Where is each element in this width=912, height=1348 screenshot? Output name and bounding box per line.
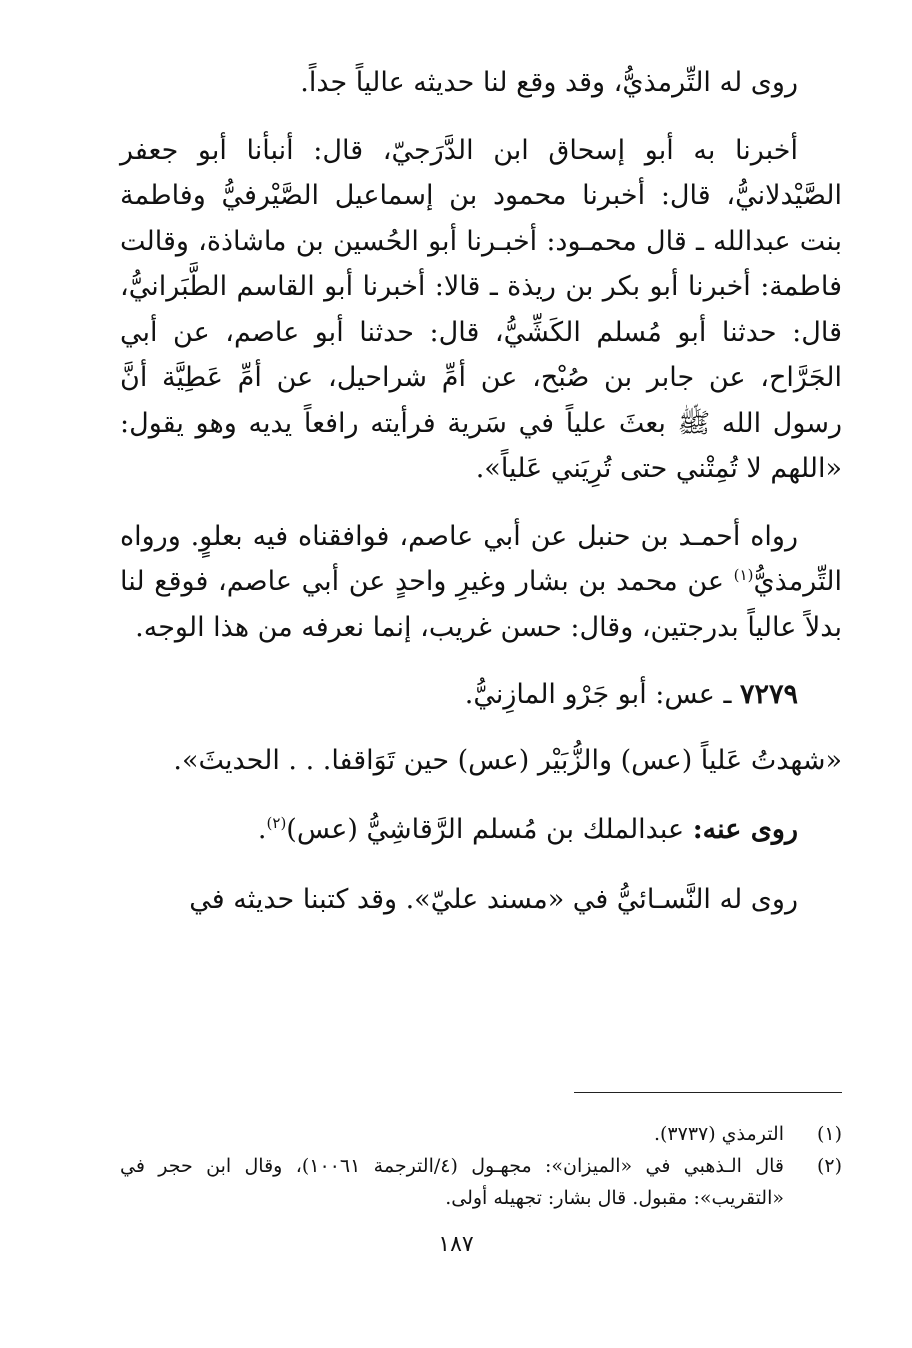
footnote-1	[120, 1118, 842, 1150]
rawa-text: عبدالملك بن مُسلم الرَّقاشِيُّ (عس)	[286, 814, 693, 845]
entry-text: ـ عس: أبو جَرْو المازِنيُّ.	[464, 679, 740, 710]
rawa-paragraph	[120, 807, 842, 853]
footnotes	[120, 1118, 842, 1214]
main-text	[120, 60, 842, 922]
entry-heading	[120, 672, 842, 718]
footnote-2-text: قال الـذهبي في «الميزان»: مجهـول (٤/الترجمة ١٠٠٦١)، وقال ابن حجر في «التقريب»: مقبول. قال بشار: تجهيله أولى.	[120, 1155, 784, 1209]
intro-paragraph: روى له التِّرمذيُّ، وقد وقع لنا حديثه عالياً جداً.	[300, 67, 798, 98]
footnote-marker-2[interactable]: (٢)	[266, 814, 287, 832]
footnote-2	[120, 1150, 842, 1214]
riwaya-text-a: رواه أحمـد بن حنبل عن أبي عاصم، فوافقناه فيه بعلوٍ. ورواه التِّرمذيُّ	[120, 520, 842, 597]
riwaya-paragraph	[120, 514, 842, 651]
page-number: ١٨٧	[438, 1232, 474, 1257]
riwaya-text-b: عن محمد بن بشار وغيرِ واحدٍ عن أبي عاصم، فوقع لنا بدلاً عالياً بدرجتين، وقال: حسن غريب، إنما نعرفه من هذا الوجه.	[120, 566, 842, 643]
isnad-paragraph: أخبرنا به أبو إسحاق ابن الدَّرَجيّ، قال: أنبأنا أبو جعفر الصَّيْدلانيُّ، قال: أخبرنا محمود بن إسماعيل الصَّيْرفيُّ وفاطمة بنت عبدالله ـ قال محمـود: أخبـرنا أبو الحُسين بن ماشاذة، وقالت فاطمة: أخبرنا أبو بكر بن ريذة ـ قالا: أخبرنا أبو القاسم الطَّبَرانيُّ، قال: حدثنا أبو مُسلم الكَشِّيُّ، قال: حدثنا أبو عاصم، عن أبي الجَرَّاح، عن جابر بن صُبْح، عن أمِّ شراحيل، عن أمِّ عَطِيَّة أنَّ رسول الله ﷺ بعثَ علياً في سَرية فرأيته رافعاً يديه وهو يقول: «اللهم لا تُمِتْني حتى تُرِيَني عَلياً».	[120, 134, 842, 484]
rawa-label: روى عنه:	[692, 814, 798, 845]
quote-paragraph: «شهدتُ عَلياً (عس) والزُّبَيْر (عس) حين تَوَاقفا. . . الحديثَ».	[173, 744, 842, 776]
footnote-1-number: (١)	[816, 1123, 842, 1145]
rawa-end: .	[257, 814, 267, 845]
footnote-2-number: (٢)	[816, 1155, 842, 1177]
footnote-1-text: الترمذي (٣٧٣٧).	[653, 1123, 784, 1145]
footnote-divider	[574, 1092, 842, 1093]
last-paragraph: روى له النَّسـائيُّ في «مسند عليّ». وقد كتبنا حديثه في	[189, 883, 798, 915]
footnote-marker-1[interactable]: (١)	[733, 566, 754, 584]
entry-number: ٧٢٧٩	[739, 679, 798, 710]
